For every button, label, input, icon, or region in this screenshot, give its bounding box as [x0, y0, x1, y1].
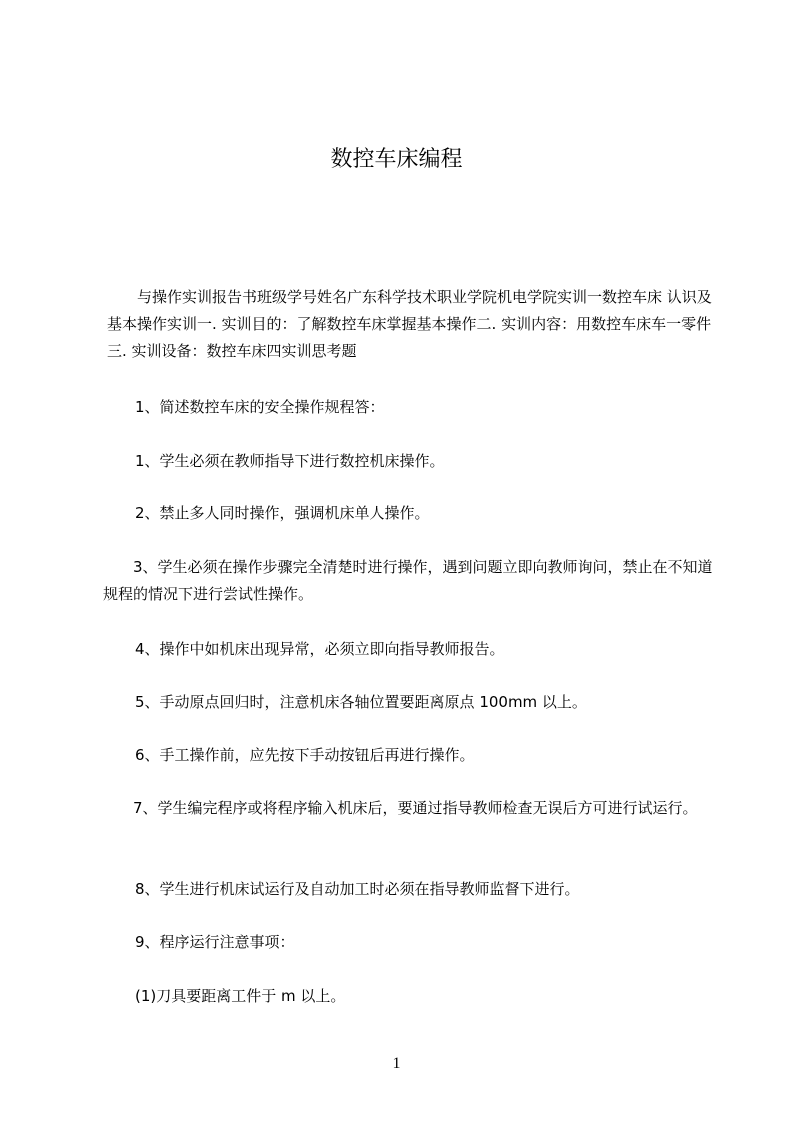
paragraph: (1)刀具要距离工件于 m 以上。	[135, 987, 346, 1005]
paragraph: 6、手工操作前，应先按下手动按钮后再进行操作。	[135, 746, 475, 764]
paragraph: 1、学生必须在教师指导下进行数控机床操作。	[135, 452, 445, 470]
paragraph: 7、学生编完程序或将程序输入机床后，要通过指导教师检查无误后方可进行试运行。	[133, 799, 698, 817]
paragraph: 3、学生必须在操作步骤完全清楚时进行操作，遇到问题立即向教师询问，禁止在不知道规程的情况下进行尝试性操作。	[103, 558, 713, 603]
paragraph: 9、程序运行注意事项：	[135, 933, 295, 951]
page-title: 数控车床编程	[330, 147, 463, 172]
paragraph: 2、禁止多人同时操作，强调机床单人操作。	[135, 504, 430, 522]
paragraph: 5、手动原点回归时，注意机床各轴位置要距离原点 100mm 以上。	[135, 693, 587, 711]
page-number: 1	[392, 1055, 401, 1072]
paragraph: 8、学生进行机床试运行及自动加工时必须在指导教师监督下进行。	[135, 880, 580, 898]
paragraph: 4、操作中如机床出现异常，必须立即向指导教师报告。	[135, 640, 505, 658]
paragraph: 1、简述数控车床的安全操作规程答：	[135, 398, 385, 416]
intro-paragraph: 与操作实训报告书班级学号姓名广东科学技术职业学院机电学院实训一数控车床 认识及基本操作实训一. 实训目的：了解数控车床掌握基本操作二. 实训内容：用数控车床车一零件三. 实训设备：数控车床四实训思考题	[107, 288, 712, 360]
